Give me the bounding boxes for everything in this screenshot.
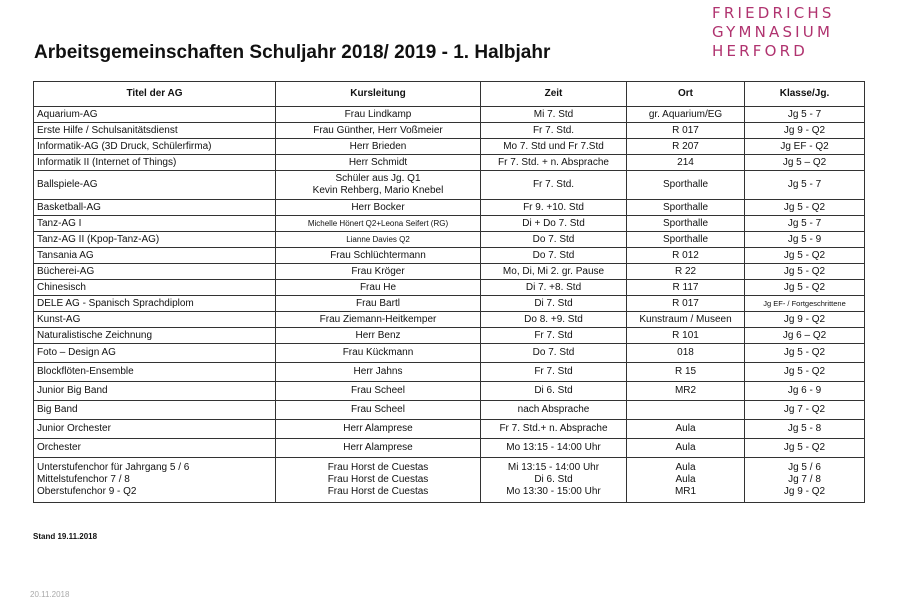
cell-place — [627, 439, 745, 458]
cell-leader — [276, 171, 481, 200]
cell-line: gr. Aquarium/EG — [648, 108, 723, 120]
cell-place — [627, 363, 745, 382]
table-body — [34, 107, 865, 503]
cell-place — [627, 296, 745, 312]
cell-place — [627, 420, 745, 439]
table-row — [34, 216, 865, 232]
table-row — [34, 200, 865, 216]
cell-title — [34, 280, 276, 296]
cell-line: Aula — [675, 442, 696, 453]
cell-line: Informatik II (Internet of Things) — [37, 156, 177, 168]
cell-title — [34, 296, 276, 312]
cell-title — [34, 232, 276, 248]
cell-class — [745, 264, 865, 280]
cell-line: Chinesisch — [37, 281, 86, 293]
cell-class — [745, 139, 865, 155]
cell-class — [745, 363, 865, 382]
cell-line: Di + Do 7. Std — [522, 217, 585, 229]
cell-line: Kunstraum / Museen — [639, 313, 732, 325]
table-row — [34, 312, 865, 328]
cell-line: Frau Schlüchtermann — [330, 249, 426, 261]
cell-time — [481, 344, 627, 363]
cell-line: Frau Günther, Herr Voßmeier — [313, 124, 443, 136]
table-row — [34, 232, 865, 248]
cell-class — [745, 155, 865, 171]
cell-line: Aula — [675, 474, 696, 485]
cell-time — [481, 107, 627, 123]
cell-title — [34, 155, 276, 171]
cell-line: Di 6. Std — [534, 474, 573, 485]
cell-title — [34, 139, 276, 155]
cell-line: Di 7. +8. Std — [525, 281, 582, 293]
cell-line: Jg 5 / 6 — [788, 462, 821, 473]
cell-leader — [276, 123, 481, 139]
cell-line: Herr Schmidt — [348, 156, 408, 168]
cell-time — [481, 264, 627, 280]
cell-place — [627, 232, 745, 248]
cell-class — [745, 171, 865, 200]
cell-line: Jg 5 - 7 — [787, 217, 822, 229]
cell-line: Jg 5 - Q2 — [783, 265, 826, 277]
cell-place — [627, 216, 745, 232]
cell-line: Sporthalle — [662, 217, 709, 229]
cell-line: Frau Lindkamp — [344, 108, 412, 120]
cell-line: Fr 7. Std. + n. Absprache — [498, 156, 609, 168]
cell-title — [34, 107, 276, 123]
cell-class — [745, 458, 865, 503]
cell-line: MR2 — [674, 385, 697, 396]
cell-line: Frau Scheel — [351, 385, 405, 396]
cell-class — [745, 280, 865, 296]
cell-line: R 012 — [672, 249, 699, 261]
cell-time — [481, 458, 627, 503]
cell-line: R 101 — [672, 329, 699, 341]
school-logo — [712, 4, 842, 61]
cell-line: Mi 7. Std — [533, 108, 574, 120]
cell-line: Frau Ziemann-Heitkemper — [319, 313, 437, 325]
cell-line: Do 7. Std — [532, 249, 575, 261]
cell-line: Jg 5 - 8 — [787, 423, 822, 434]
cell-class — [745, 420, 865, 439]
cell-place — [627, 382, 745, 401]
cell-leader — [276, 155, 481, 171]
cell-line: MR1 — [674, 486, 697, 497]
cell-place — [627, 123, 745, 139]
cell-line: Fr 9. +10. Std — [523, 201, 584, 213]
cell-line: Jg 5 - Q2 — [783, 442, 826, 453]
cell-line: R 22 — [674, 265, 697, 277]
cell-line: Jg 5 - 7 — [787, 108, 822, 120]
cell-line: Naturalistische Zeichnung — [37, 329, 153, 341]
cell-line: Oberstufenchor 9 - Q2 — [37, 486, 137, 497]
table-row — [34, 344, 865, 363]
table-row — [34, 382, 865, 401]
cell-place — [627, 264, 745, 280]
cell-line: Bücherei-AG — [37, 265, 95, 277]
cell-place — [627, 107, 745, 123]
cell-line: Orchester — [37, 442, 81, 453]
cell-line: Herr Alamprese — [343, 442, 413, 453]
cell-line: DELE AG - Spanisch Sprachdiplom — [37, 297, 194, 309]
cell-place — [627, 328, 745, 344]
cell-line: Fr 7. Std — [534, 366, 573, 377]
cell-time — [481, 363, 627, 382]
table-row — [34, 458, 865, 503]
cell-leader — [276, 420, 481, 439]
cell-leader — [276, 200, 481, 216]
cell-line: Big Band — [37, 404, 78, 415]
cell-title — [34, 420, 276, 439]
cell-leader — [276, 248, 481, 264]
cell-title — [34, 382, 276, 401]
cell-place — [627, 401, 745, 420]
cell-title — [34, 401, 276, 420]
cell-line: Foto – Design AG — [37, 347, 116, 358]
cell-line: Herr Benz — [355, 329, 401, 341]
cell-line: Unterstufenchor für Jahrgang 5 / 6 — [37, 462, 190, 473]
cell-line: Aula — [675, 423, 696, 434]
cell-line: Jg 5 - Q2 — [783, 281, 826, 293]
cell-class — [745, 232, 865, 248]
cell-line: R 15 — [674, 366, 697, 377]
cell-title — [34, 200, 276, 216]
cell-line: Jg 7 / 8 — [788, 474, 821, 485]
cell-line: Di 7. Std — [534, 297, 573, 309]
cell-line: Herr Jahns — [353, 366, 403, 377]
cell-line: R 207 — [672, 140, 699, 152]
cell-line: R 017 — [672, 124, 699, 136]
cell-line: Herr Alamprese — [343, 423, 413, 434]
ag-table — [33, 81, 865, 503]
cell-line: Schüler aus Jg. Q1 — [335, 173, 421, 184]
cell-place — [627, 200, 745, 216]
cell-line: Tansania AG — [37, 249, 94, 261]
logo-line-3: HERFORD — [712, 42, 808, 60]
cell-place — [627, 155, 745, 171]
cell-line: Lianne Davies Q2 — [346, 234, 410, 244]
header-leader: Kursleitung — [276, 82, 481, 107]
cell-line: 018 — [677, 347, 694, 358]
cell-title — [34, 216, 276, 232]
cell-line: Jg 9 - Q2 — [783, 124, 826, 136]
cell-line: Frau He — [359, 281, 397, 293]
table-row — [34, 439, 865, 458]
cell-line: Frau Bartl — [356, 297, 400, 309]
cell-leader — [276, 401, 481, 420]
cell-title — [34, 264, 276, 280]
cell-place — [627, 248, 745, 264]
cell-leader — [276, 280, 481, 296]
cell-line: Fr 7. Std. — [532, 124, 575, 136]
cell-class — [745, 328, 865, 344]
cell-place — [627, 139, 745, 155]
cell-line: Sporthalle — [662, 233, 709, 245]
cell-title — [34, 458, 276, 503]
cell-line: Frau Kröger — [351, 265, 405, 277]
cell-line: R 117 — [672, 281, 699, 293]
cell-line: Mo, Di, Mi 2. gr. Pause — [502, 265, 605, 277]
cell-line: Do 8. +9. Std — [524, 313, 583, 325]
cell-class — [745, 439, 865, 458]
cell-line: R 017 — [672, 297, 699, 309]
cell-line: Michelle Hönert Q2+Leona Seifert (RG) — [307, 218, 449, 228]
logo-line-1: FRIEDRICHS — [712, 4, 835, 22]
cell-title — [34, 123, 276, 139]
header-place: Ort — [627, 82, 745, 107]
cell-time — [481, 139, 627, 155]
cell-leader — [276, 312, 481, 328]
cell-time — [481, 248, 627, 264]
cell-line: Kunst-AG — [37, 313, 81, 325]
cell-time — [481, 439, 627, 458]
table-row — [34, 139, 865, 155]
cell-leader — [276, 107, 481, 123]
cell-line: Mo 13:15 - 14:00 Uhr — [506, 442, 601, 453]
cell-line: Frau Scheel — [351, 404, 405, 415]
table-row — [34, 280, 865, 296]
cell-line: nach Absprache — [517, 404, 590, 415]
cell-class — [745, 312, 865, 328]
table-row — [34, 296, 865, 312]
cell-time — [481, 123, 627, 139]
table-header-row — [34, 82, 865, 107]
cell-time — [481, 382, 627, 401]
table-row — [34, 248, 865, 264]
table-row — [34, 171, 865, 200]
cell-line: Tanz-AG II (Kpop-Tanz-AG) — [37, 233, 160, 245]
cell-line: Junior Orchester — [37, 423, 111, 434]
cell-line: Jg 9 - Q2 — [783, 313, 826, 325]
cell-line: Erste Hilfe / Schulsanitätsdienst — [37, 124, 178, 136]
cell-line: Aula — [675, 462, 696, 473]
cell-leader — [276, 296, 481, 312]
cell-time — [481, 328, 627, 344]
cell-title — [34, 312, 276, 328]
cell-title — [34, 439, 276, 458]
stand-note: Stand 19.11.2018 — [33, 532, 98, 541]
cell-line: Frau Horst de Cuestas — [327, 486, 429, 497]
header-class: Klasse/Jg. — [745, 82, 865, 107]
cell-line: 214 — [677, 156, 694, 168]
cell-line: Sporthalle — [662, 201, 709, 213]
table-row — [34, 420, 865, 439]
table-row — [34, 328, 865, 344]
cell-line: Sporthalle — [662, 179, 709, 190]
footer-date: 20.11.2018 — [30, 590, 70, 599]
cell-time — [481, 312, 627, 328]
cell-class — [745, 200, 865, 216]
cell-line: Jg EF- / Fortgeschrittene — [763, 298, 846, 308]
cell-line: Informatik-AG (3D Druck, Schülerfirma) — [37, 140, 212, 152]
cell-line: Jg 5 - Q2 — [783, 201, 826, 213]
cell-class — [745, 296, 865, 312]
cell-line: Jg 5 - 7 — [787, 179, 822, 190]
cell-time — [481, 232, 627, 248]
header-title: Titel der AG — [34, 82, 276, 107]
cell-line: Blockflöten-Ensemble — [37, 366, 134, 377]
cell-leader — [276, 439, 481, 458]
cell-leader — [276, 328, 481, 344]
table-row — [34, 363, 865, 382]
cell-class — [745, 344, 865, 363]
cell-line: Frau Horst de Cuestas — [327, 462, 429, 473]
cell-place — [627, 171, 745, 200]
cell-leader — [276, 458, 481, 503]
cell-leader — [276, 139, 481, 155]
cell-time — [481, 171, 627, 200]
cell-line: Mo 13:30 - 15:00 Uhr — [506, 486, 601, 497]
cell-class — [745, 107, 865, 123]
table-row — [34, 107, 865, 123]
cell-line: Junior Big Band — [37, 385, 108, 396]
cell-title — [34, 171, 276, 200]
cell-line: Mittelstufenchor 7 / 8 — [37, 474, 130, 485]
cell-class — [745, 401, 865, 420]
cell-leader — [276, 264, 481, 280]
cell-time — [481, 401, 627, 420]
cell-line: Ballspiele-AG — [37, 179, 98, 190]
table-row — [34, 264, 865, 280]
cell-line: Tanz-AG I — [37, 217, 82, 229]
cell-leader — [276, 363, 481, 382]
cell-line: Frau Kückmann — [342, 347, 414, 358]
table-row — [34, 155, 865, 171]
cell-class — [745, 123, 865, 139]
table-row — [34, 401, 865, 420]
cell-time — [481, 420, 627, 439]
page-title: Arbeitsgemeinschaften Schuljahr 2018/ 2019 - 1. Halbjahr — [34, 42, 551, 63]
cell-time — [481, 296, 627, 312]
cell-title — [34, 328, 276, 344]
cell-line: Jg 7 - Q2 — [783, 404, 826, 415]
cell-line: Basketball-AG — [37, 201, 101, 213]
cell-title — [34, 344, 276, 363]
cell-class — [745, 382, 865, 401]
cell-line: Aquarium-AG — [37, 108, 98, 120]
cell-class — [745, 248, 865, 264]
cell-line: Do 7. Std — [532, 347, 575, 358]
cell-leader — [276, 382, 481, 401]
cell-line: Jg 5 - Q2 — [783, 366, 826, 377]
cell-line: Fr 7. Std. — [532, 179, 575, 190]
cell-class — [745, 216, 865, 232]
cell-place — [627, 458, 745, 503]
header-time: Zeit — [481, 82, 627, 107]
cell-leader — [276, 232, 481, 248]
cell-title — [34, 363, 276, 382]
cell-line: Jg 5 - 9 — [787, 233, 822, 245]
cell-line: Jg 6 – Q2 — [782, 329, 827, 341]
cell-line: Frau Horst de Cuestas — [327, 474, 429, 485]
cell-line: Jg EF - Q2 — [780, 140, 829, 152]
cell-time — [481, 155, 627, 171]
logo-line-2: GYMNASIUM — [712, 23, 834, 41]
cell-place — [627, 312, 745, 328]
cell-line: Jg 5 - Q2 — [783, 249, 826, 261]
cell-title — [34, 248, 276, 264]
cell-line: Fr 7. Std.+ n. Absprache — [499, 423, 608, 434]
cell-line: Jg 9 - Q2 — [783, 486, 826, 497]
cell-line: Herr Brieden — [349, 140, 407, 152]
cell-leader — [276, 216, 481, 232]
cell-leader — [276, 344, 481, 363]
table-row — [34, 123, 865, 139]
cell-time — [481, 200, 627, 216]
cell-line: Herr Bocker — [351, 201, 405, 213]
cell-line: Mi 13:15 - 14:00 Uhr — [507, 462, 600, 473]
cell-line: Kevin Rehberg, Mario Knebel — [312, 185, 444, 196]
cell-place — [627, 344, 745, 363]
cell-line: Do 7. Std — [532, 233, 575, 245]
cell-place — [627, 280, 745, 296]
cell-line: Mo 7. Std und Fr 7.Std — [503, 140, 604, 152]
cell-line: Jg 5 – Q2 — [782, 156, 827, 168]
cell-line: Jg 6 - 9 — [787, 385, 822, 396]
cell-time — [481, 280, 627, 296]
cell-line: Fr 7. Std — [534, 329, 573, 341]
cell-line: Jg 5 - Q2 — [783, 347, 826, 358]
cell-time — [481, 216, 627, 232]
cell-line: Di 6. Std — [534, 385, 573, 396]
